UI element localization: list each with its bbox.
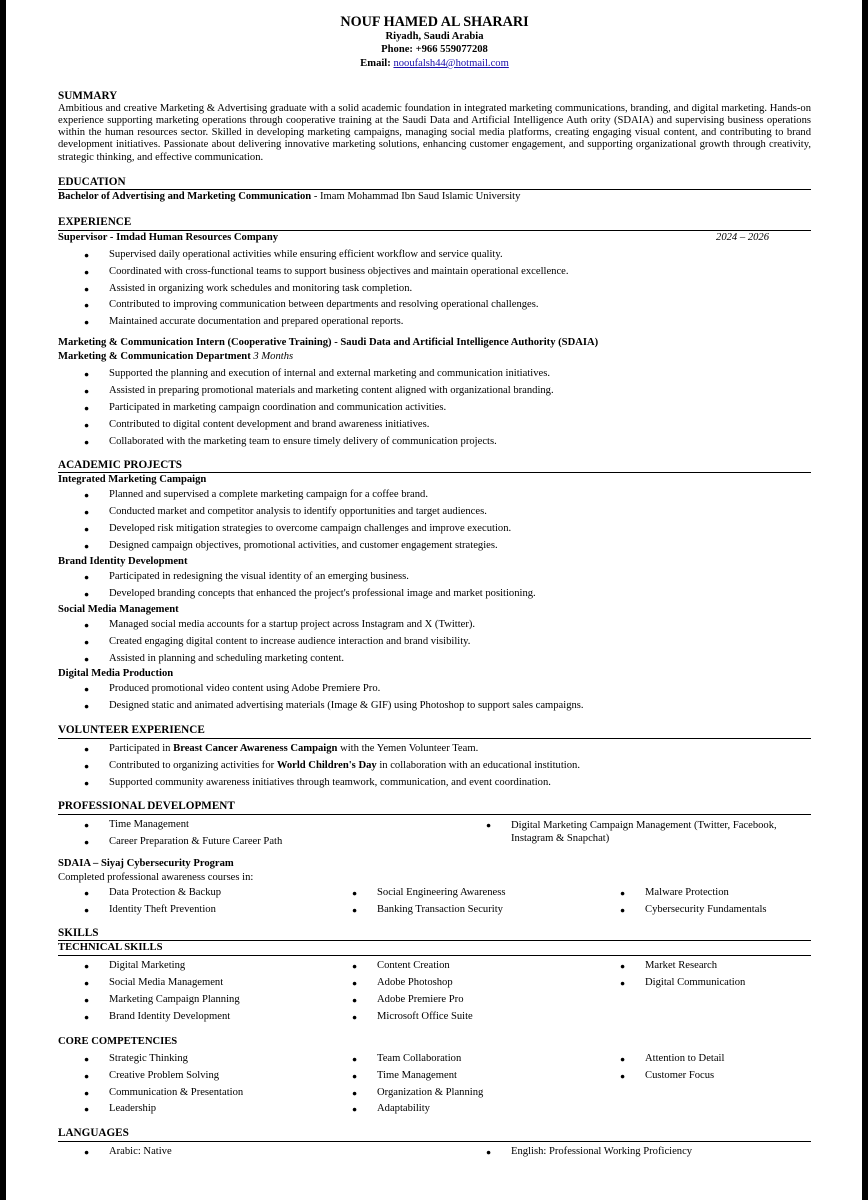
list-item: ● Brand Identity Development xyxy=(58,1009,326,1026)
list-item: ● Arabic: Native xyxy=(58,1144,460,1161)
list-item: ● Managed social media accounts for a startup project across Instagram and X (Twitter). xyxy=(58,617,811,634)
right-frame-edge xyxy=(862,0,868,1200)
projects-heading: ACADEMIC PROJECTS xyxy=(58,459,811,474)
volunteer-1-campaign: Breast Cancer Awareness Campaign xyxy=(173,742,338,754)
list-item: ● Leadership xyxy=(58,1101,326,1118)
list-item: ● Identity Theft Prevention xyxy=(58,902,326,919)
project-1-title: Integrated Marketing Campaign xyxy=(58,474,207,486)
email-label: Email: xyxy=(360,57,391,69)
list-item: ● Adaptability xyxy=(326,1101,594,1118)
job-1-dates: 2024 – 2026 xyxy=(716,231,769,243)
list-item: ● Communication & Presentation xyxy=(58,1085,326,1102)
job-2-title: Marketing & Communication Intern (Cooperative Training) - Saudi Data and Artificial Intelligence Authority (SDAIA) xyxy=(58,337,599,349)
project-4-title: Digital Media Production xyxy=(58,668,174,680)
education-entry xyxy=(58,190,811,204)
list-item: ● Supervised daily operational activities while ensuring efficient workflow and service quality. xyxy=(58,247,811,264)
languages-list xyxy=(58,1144,811,1161)
job-1-bullets xyxy=(58,247,811,332)
list-item: ● Adobe Premiere Pro xyxy=(326,992,594,1009)
program-title: SDAIA – Siyaj Cybersecurity Program xyxy=(58,857,234,869)
list-item: ● Malware Protection xyxy=(594,885,811,902)
list-item: ● Creative Problem Solving xyxy=(58,1068,326,1085)
volunteer-1-text: Participated in xyxy=(109,742,174,754)
job-1-header xyxy=(58,231,811,245)
list-item: ● Participated in redesigning the visual identity of an emerging business. xyxy=(58,569,811,586)
languages-heading: LANGUAGES xyxy=(58,1127,811,1142)
list-item: ● Organization & Planning xyxy=(326,1085,594,1102)
list-item: ● Adobe Photoshop xyxy=(326,975,594,992)
list-item: ● Attention to Detail xyxy=(594,1051,811,1068)
list-item: ● Time Management xyxy=(326,1068,594,1085)
experience-heading: EXPERIENCE xyxy=(58,216,811,231)
professional-right-column xyxy=(460,817,811,851)
job-2-bullets xyxy=(58,366,811,451)
list-item xyxy=(58,741,811,758)
project-2-title: Brand Identity Development xyxy=(58,555,188,567)
email-link[interactable]: nooufalsh44@hotmail.com xyxy=(393,57,509,69)
list-item: ● Digital Marketing xyxy=(58,958,326,975)
list-item: ● Conducted market and competitor analysis to identify opportunities and target audiences. xyxy=(58,504,811,521)
phone-label: Phone: xyxy=(381,44,413,56)
volunteer-1-text-end: with the Yemen Volunteer Team. xyxy=(337,742,479,754)
job-2-dept-line xyxy=(58,350,811,364)
list-item: ● Career Preparation & Future Career Path xyxy=(58,834,460,851)
list-item: ● Social Media Management xyxy=(58,975,326,992)
list-item: ● Developed risk mitigation strategies to overcome campaign challenges and improve execution. xyxy=(58,521,811,538)
list-item: ● Contributed to digital content development and brand awareness initiatives. xyxy=(58,417,811,434)
list-item: ● Developed branding concepts that enhanced the project's professional image and market positioning. xyxy=(58,586,811,603)
list-item: ● Supported community awareness initiatives through teamwork, communication, and event coordination. xyxy=(58,775,811,792)
technical-skills-heading: TECHNICAL SKILLS xyxy=(58,941,811,956)
courses-grid xyxy=(58,885,811,919)
volunteer-2-text-end: in collaboration with an educational institution. xyxy=(376,759,580,771)
list-item: ● Collaborated with the marketing team to ensure timely delivery of communication projects. xyxy=(58,434,811,451)
volunteer-heading: VOLUNTEER EXPERIENCE xyxy=(58,724,811,739)
resume-page xyxy=(58,14,811,1161)
list-item: ● Digital Marketing Campaign Management (Twitter, Facebook, Instagram & Snapchat) xyxy=(460,817,811,845)
list-item: ● Produced promotional video content using Adobe Premiere Pro. xyxy=(58,681,811,698)
skills-heading: SKILLS xyxy=(58,927,811,942)
left-frame-edge xyxy=(0,0,6,1200)
list-item: ● Participated in marketing campaign coordination and communication activities. xyxy=(58,400,811,417)
list-item: ● Time Management xyxy=(58,817,460,834)
project-3-bullets xyxy=(58,617,811,668)
professional-heading: PROFESSIONAL DEVELOPMENT xyxy=(58,800,811,815)
job-2-dept: Marketing & Communication Department xyxy=(58,351,251,363)
list-item: ● Team Collaboration xyxy=(326,1051,594,1068)
list-item: ● Assisted in preparing promotional materials and marketing content aligned with organizational branding. xyxy=(58,383,811,400)
job-2-duration: 3 Months xyxy=(250,351,294,363)
list-item: ● Contributed to improving communication between departments and resolving operational challenges. xyxy=(58,297,811,314)
list-item: ● Market Research xyxy=(594,958,811,975)
list-item: ● Supported the planning and execution of internal and external marketing and communication initiatives. xyxy=(58,366,811,383)
list-item: ● Banking Transaction Security xyxy=(326,902,594,919)
list-item: ● Content Creation xyxy=(326,958,594,975)
list-item: ● Customer Focus xyxy=(594,1068,811,1085)
technical-skills-grid xyxy=(58,958,811,1026)
candidate-name: NOUF HAMED AL SHARARI xyxy=(340,14,529,30)
institution: - Imam Mohammad Ibn Saud Islamic University xyxy=(311,191,521,203)
summary-heading: SUMMARY xyxy=(58,90,118,103)
summary-text: Ambitious and creative Marketing & Advertising graduate with a solid academic foundation in integrated marketing communications, branding, and digital marketing. Hands-on experience supporting marketing operations through cooperative training at the Saudi Data and Artificial Intelligence Auth ority (SDAIA) and supervising business operations within the human resources sector. Skilled in developing marketing campaigns, managing social media platforms, creating engaging visual content, and contributing to brand development initiatives. Passionate about delivering innovative marketing solutions, enhancing customer engagement, and supporting organizational growth through creativity, strategic thinking, and effective communication. xyxy=(58,102,811,163)
list-item: ● Strategic Thinking xyxy=(58,1051,326,1068)
list-item: ● English: Professional Working Proficiency xyxy=(460,1144,811,1161)
list-item: ● Social Engineering Awareness xyxy=(326,885,594,902)
volunteer-2-text: Contributed to organizing activities for xyxy=(109,759,277,771)
project-4-bullets xyxy=(58,681,811,715)
project-1-bullets xyxy=(58,487,811,555)
education-heading: EDUCATION xyxy=(58,176,811,191)
core-competencies-grid xyxy=(58,1051,811,1119)
phone-number: +966 559077208 xyxy=(415,44,488,56)
list-item xyxy=(58,758,811,775)
project-2-bullets xyxy=(58,569,811,603)
list-item: ● Maintained accurate documentation and prepared operational reports. xyxy=(58,314,811,331)
list-item: ● Marketing Campaign Planning xyxy=(58,992,326,1009)
list-item: ● Planned and supervised a complete marketing campaign for a coffee brand. xyxy=(58,487,811,504)
core-competencies-heading: CORE COMPETENCIES xyxy=(58,1035,178,1047)
project-3-title: Social Media Management xyxy=(58,603,179,615)
degree: Bachelor of Advertising and Marketing Communication xyxy=(58,191,312,203)
volunteer-bullets xyxy=(58,741,811,792)
list-item: ● Coordinated with cross-functional teams to support business objectives and maintain operational excellence. xyxy=(58,264,811,281)
program-intro: Completed professional awareness courses in: xyxy=(58,871,254,883)
location: Riyadh, Saudi Arabia xyxy=(385,31,484,42)
list-item: ● Assisted in organizing work schedules and monitoring task completion. xyxy=(58,281,811,298)
list-item: ● Digital Communication xyxy=(594,975,811,992)
list-item: ● Microsoft Office Suite xyxy=(326,1009,594,1026)
professional-list xyxy=(58,817,811,851)
list-item: ● Cybersecurity Fundamentals xyxy=(594,902,811,919)
list-item: ● Data Protection & Backup xyxy=(58,885,326,902)
phone-line xyxy=(58,43,811,56)
list-item: ● Created engaging digital content to increase audience interaction and brand visibility. xyxy=(58,634,811,651)
resume-header xyxy=(58,14,811,70)
list-item: ● Designed static and animated advertising materials (Image & GIF) using Photoshop to support sales campaigns. xyxy=(58,698,811,715)
professional-left-column xyxy=(58,817,460,851)
list-item: ● Assisted in planning and scheduling marketing content. xyxy=(58,651,811,668)
list-item: ● Designed campaign objectives, promotional activities, and customer engagement strategies. xyxy=(58,538,811,555)
email-line xyxy=(58,57,811,70)
volunteer-2-event: World Children's Day xyxy=(276,759,377,771)
job-1-title: Supervisor - Imdad Human Resources Company xyxy=(58,231,279,243)
